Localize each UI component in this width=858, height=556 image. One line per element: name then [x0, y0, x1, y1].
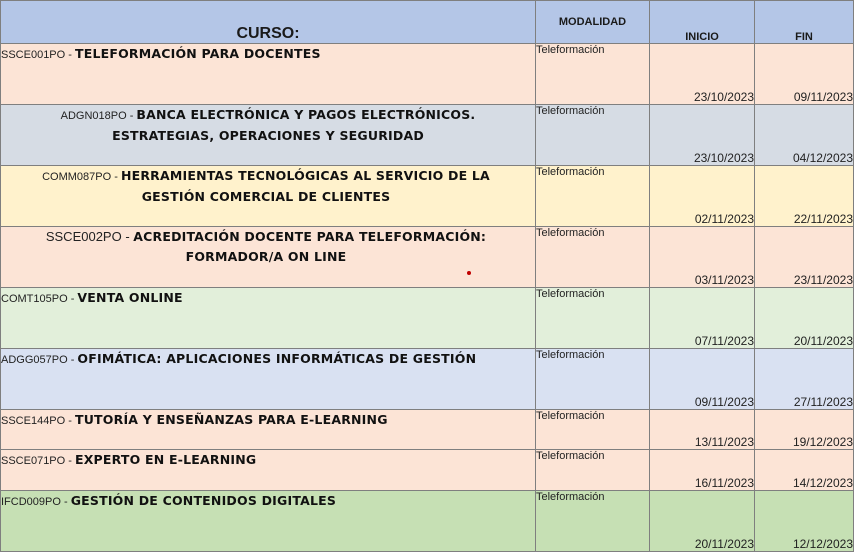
table-row [1, 44, 854, 105]
table-row [1, 105, 854, 166]
table-row [1, 450, 854, 491]
course-title: GESTIÓN DE CONTENIDOS DIGITALES [70, 493, 337, 508]
course-cell [1, 491, 536, 552]
course-cell [1, 450, 536, 491]
code-separator: - [67, 293, 78, 305]
course-title: TELEFORMACIÓN PARA DOCENTES [74, 46, 321, 61]
end-date: 23/11/2023 [755, 227, 854, 288]
start-date: 13/11/2023 [650, 410, 755, 450]
course-cell [1, 410, 536, 450]
modality-cell: Teleformación [536, 450, 650, 491]
course-title: TUTORÍA Y ENSEÑANZAS PARA E-LEARNING [74, 412, 388, 427]
table-row [1, 227, 854, 288]
code-separator: - [65, 49, 75, 61]
header-fin: FIN [755, 1, 854, 44]
end-date: 14/12/2023 [755, 450, 854, 491]
course-cell [1, 227, 536, 288]
modality-cell: Teleformación [536, 288, 650, 349]
course-code: SSCE144PO [1, 415, 66, 427]
red-dot-marker [467, 271, 471, 275]
course-cell [1, 349, 536, 410]
course-cell [1, 105, 536, 166]
header-modalidad: MODALIDAD [536, 1, 650, 44]
course-code: SSCE001PO [1, 49, 66, 61]
course-title: OFIMÁTICA: APLICACIONES INFORMÁTICAS DE GESTIÓN [77, 351, 477, 366]
table-row [1, 410, 854, 450]
table-row [1, 288, 854, 349]
modality-cell: Teleformación [536, 349, 650, 410]
start-date: 09/11/2023 [650, 349, 755, 410]
course-code: COMM087PO [42, 171, 112, 183]
modality-cell: Teleformación [536, 491, 650, 552]
code-separator: - [65, 415, 75, 427]
course-cell [1, 288, 536, 349]
modality-cell: Teleformación [536, 44, 650, 105]
course-code: COMT105PO [1, 293, 68, 305]
start-date: 16/11/2023 [650, 450, 755, 491]
start-date: 23/10/2023 [650, 44, 755, 105]
code-separator: - [60, 496, 71, 508]
end-date: 22/11/2023 [755, 166, 854, 227]
code-separator: - [65, 455, 75, 467]
modality-cell: Teleformación [536, 166, 650, 227]
course-code: SSCE002PO [45, 229, 122, 244]
course-code: ADGN018PO [60, 110, 127, 122]
code-separator: - [67, 354, 78, 366]
course-title: HERRAMIENTAS TECNOLÓGICAS AL SERVICIO DE LA GESTIÓN COMERCIAL DE CLIENTES [120, 168, 490, 204]
end-date: 09/11/2023 [755, 44, 854, 105]
end-date: 19/12/2023 [755, 410, 854, 450]
course-cell [1, 44, 536, 105]
course-code: ADGG057PO [1, 354, 68, 366]
modality-cell: Teleformación [536, 227, 650, 288]
end-date: 12/12/2023 [755, 491, 854, 552]
course-cell [1, 166, 536, 227]
start-date: 03/11/2023 [650, 227, 755, 288]
end-date: 04/12/2023 [755, 105, 854, 166]
modality-cell: Teleformación [536, 105, 650, 166]
table-row [1, 491, 854, 552]
course-code: SSCE071PO [1, 455, 66, 467]
header-row [1, 1, 854, 44]
table-row [1, 349, 854, 410]
modality-cell: Teleformación [536, 410, 650, 450]
code-separator: - [126, 110, 137, 122]
end-date: 27/11/2023 [755, 349, 854, 410]
start-date: 20/11/2023 [650, 491, 755, 552]
course-title: ACREDITACIÓN DOCENTE PARA TELEFORMACIÓN: FORMADOR/A ON LINE [133, 229, 487, 264]
course-title: EXPERTO EN E-LEARNING [74, 452, 257, 467]
start-date: 02/11/2023 [650, 166, 755, 227]
course-title: BANCA ELECTRÓNICA Y PAGOS ELECTRÓNICOS. ESTRATEGIAS, OPERACIONES Y SEGURIDAD [112, 107, 476, 143]
course-title: VENTA ONLINE [77, 290, 183, 305]
end-date: 20/11/2023 [755, 288, 854, 349]
code-separator: - [111, 171, 121, 183]
start-date: 23/10/2023 [650, 105, 755, 166]
table-row [1, 166, 854, 227]
code-separator: - [121, 229, 134, 244]
start-date: 07/11/2023 [650, 288, 755, 349]
header-curso: CURSO: [1, 1, 536, 44]
header-inicio: INICIO [650, 1, 755, 44]
course-code: IFCD009PO [1, 496, 61, 508]
